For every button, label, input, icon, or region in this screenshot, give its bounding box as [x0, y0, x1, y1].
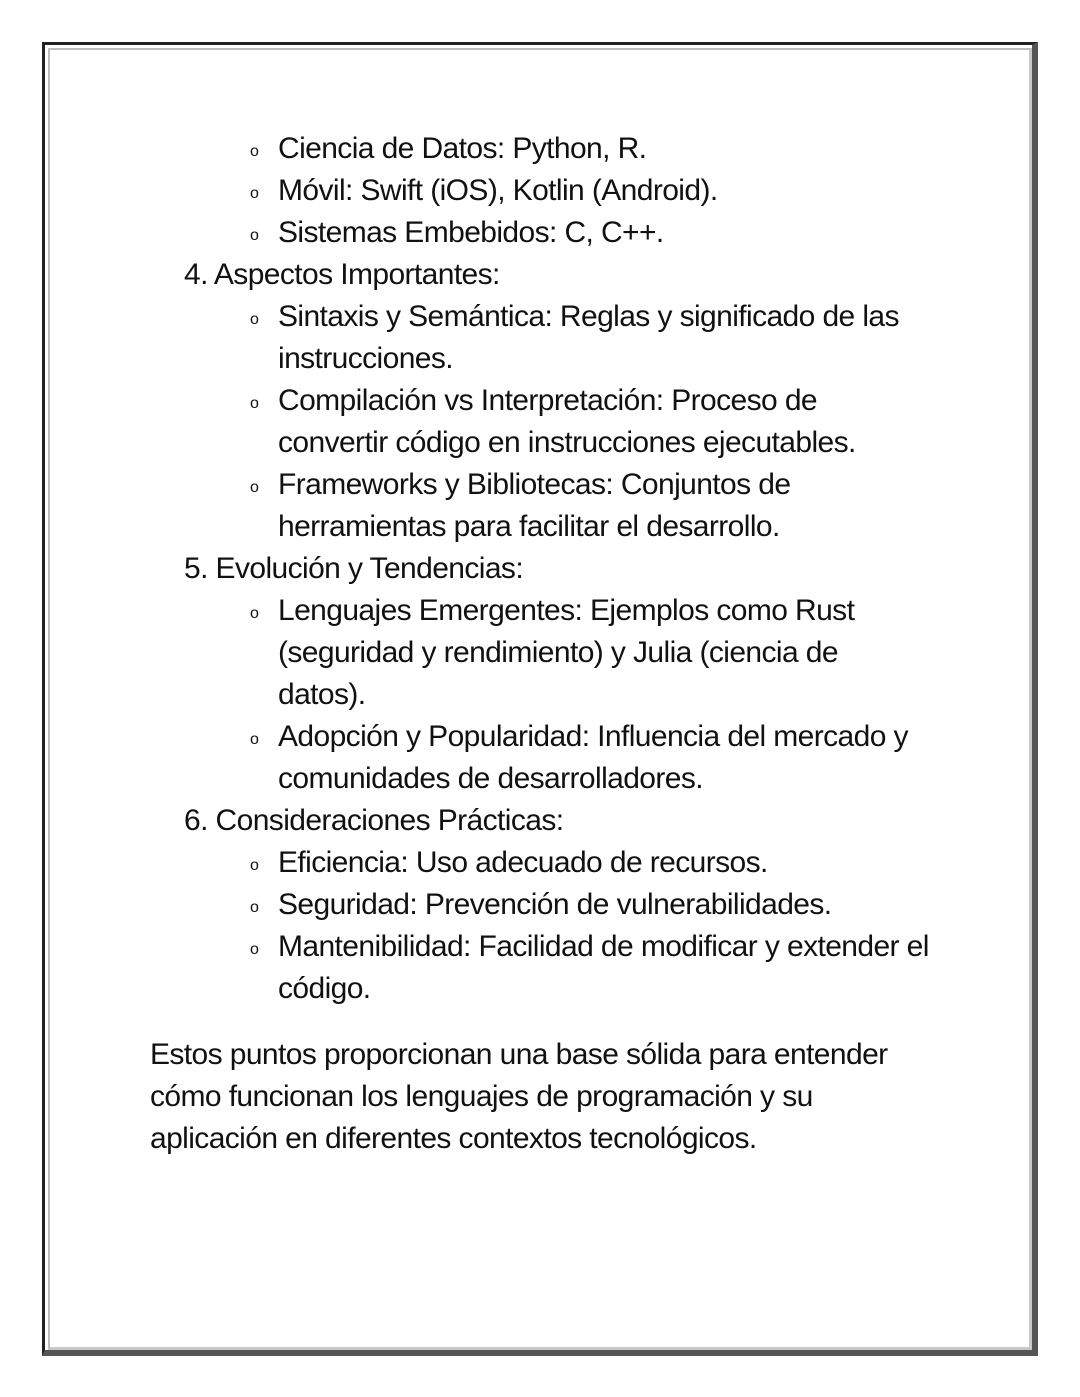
hollow-bullet-icon: o: [250, 185, 259, 202]
list-item: [150, 380, 930, 464]
document-content: [150, 128, 930, 1160]
list-item: [150, 128, 930, 170]
list-item: [150, 212, 930, 254]
section-heading: 6. Consideraciones Prácticas:: [184, 804, 564, 837]
hollow-bullet-icon: o: [250, 227, 259, 244]
hollow-bullet-icon: o: [250, 311, 259, 328]
list-item: [150, 716, 930, 800]
list-item: [150, 170, 930, 212]
section-heading: 4. Aspectos Importantes:: [184, 258, 500, 291]
list-item-text: Compilación vs Interpretación: Proceso de convertir código en instrucciones ejecutables.: [278, 384, 856, 459]
list-item-text: Seguridad: Prevención de vulnerabilidades.: [278, 888, 832, 921]
list-item: [150, 926, 930, 1010]
list-item: [150, 464, 930, 548]
list-item-text: Sistemas Embebidos: C, C++.: [278, 216, 664, 249]
list-item: [150, 884, 930, 926]
list-item-text: Sintaxis y Semántica: Reglas y significado de las instrucciones.: [278, 300, 899, 375]
hollow-bullet-icon: o: [250, 479, 259, 496]
hollow-bullet-icon: o: [250, 605, 259, 622]
hollow-bullet-icon: o: [250, 143, 259, 160]
hollow-bullet-icon: o: [250, 857, 259, 874]
list-item-text: Mantenibilidad: Facilidad de modificar y extender el código.: [278, 930, 929, 1005]
list-item: [150, 590, 930, 716]
section-heading: 5. Evolución y Tendencias:: [184, 552, 524, 585]
list-item-text: Eficiencia: Uso adecuado de recursos.: [278, 846, 768, 879]
list-item: [150, 296, 930, 380]
closing-paragraph: Estos puntos proporcionan una base sólida para entender cómo funcionan los lenguajes de programación y su aplicación en diferentes contextos tecnológicos.: [150, 1038, 888, 1155]
hollow-bullet-icon: o: [250, 941, 259, 958]
hollow-bullet-icon: o: [250, 731, 259, 748]
list-item-text: Frameworks y Bibliotecas: Conjuntos de herramientas para facilitar el desarrollo.: [278, 468, 791, 543]
hollow-bullet-icon: o: [250, 899, 259, 916]
list-item-text: Móvil: Swift (iOS), Kotlin (Android).: [278, 174, 718, 207]
list-item-text: Ciencia de Datos: Python, R.: [278, 132, 647, 165]
list-item-text: Lenguajes Emergentes: Ejemplos como Rust (seguridad y rendimiento) y Julia (ciencia de datos).: [278, 594, 855, 711]
hollow-bullet-icon: o: [250, 395, 259, 412]
list-item: [150, 842, 930, 884]
list-item-text: Adopción y Popularidad: Influencia del mercado y comunidades de desarrolladores.: [278, 720, 908, 795]
